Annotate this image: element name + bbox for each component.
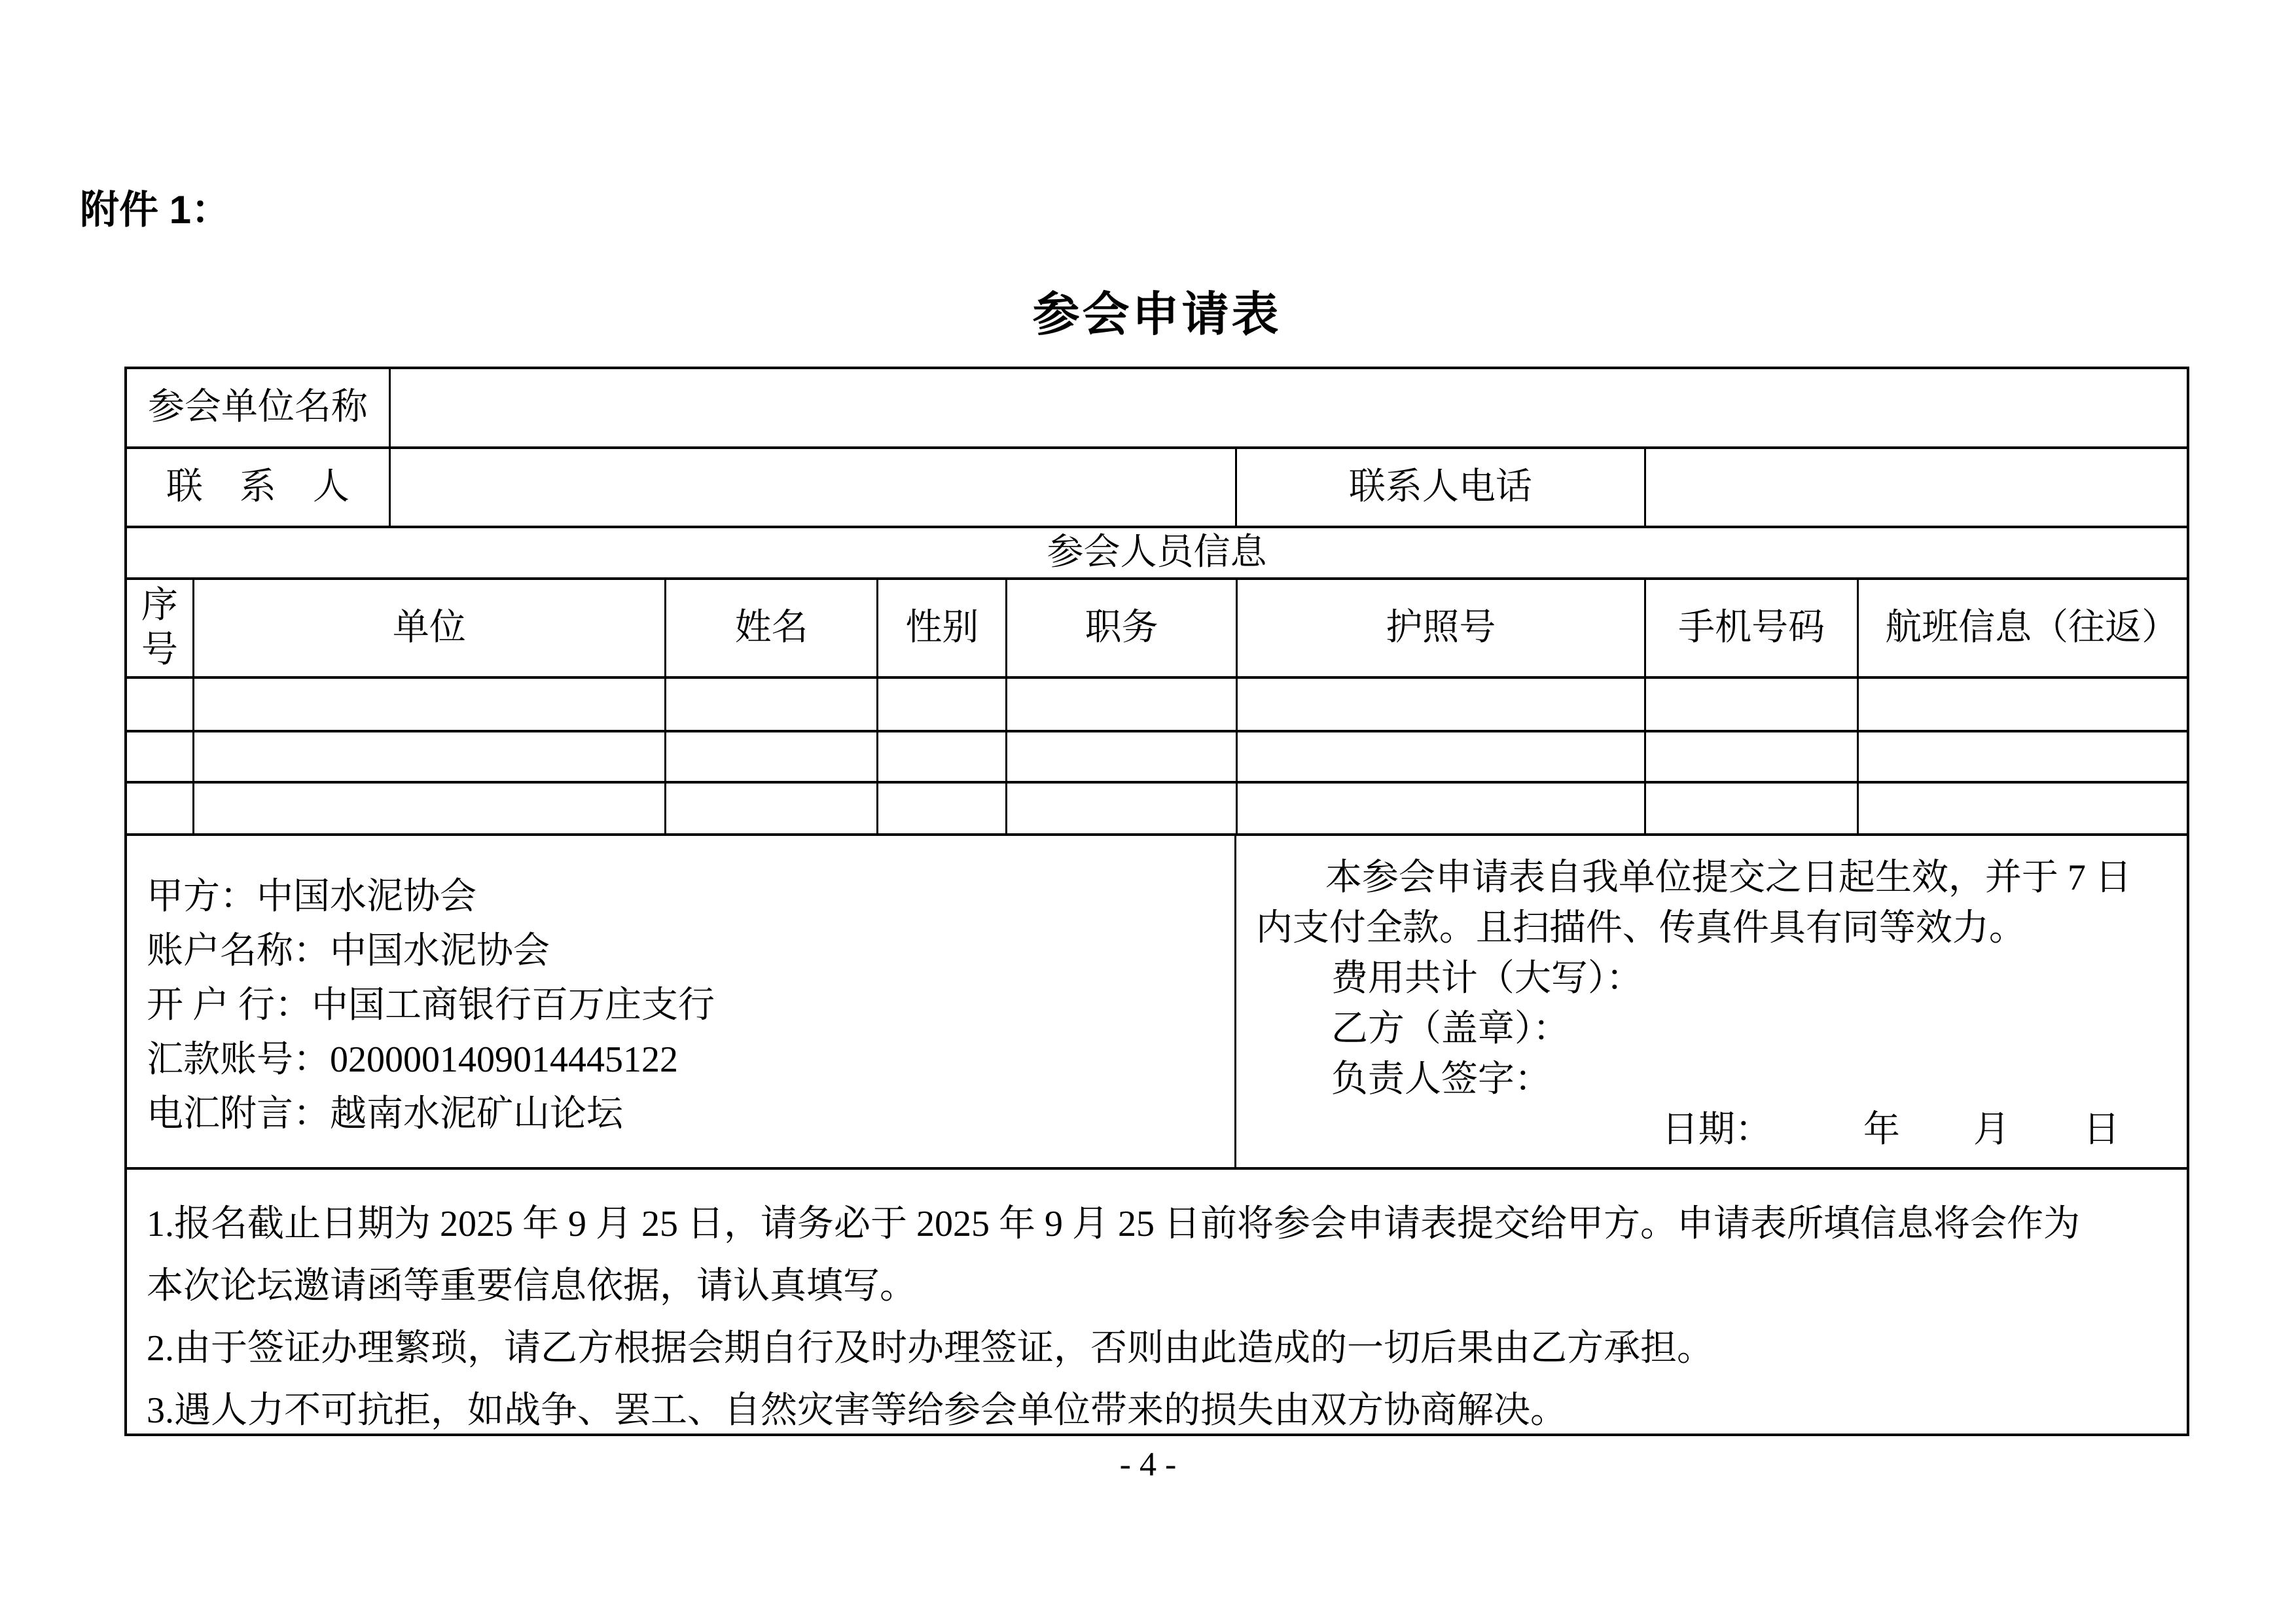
wire-memo: 电汇附言：越南水泥矿山论坛 bbox=[147, 1094, 623, 1134]
participants-section-row bbox=[127, 526, 2187, 577]
total-amount-label: 费用共计（大写）： bbox=[1331, 958, 1643, 999]
note-1-line-2: 本次论坛邀请函等重要信息依据，请认真填写。 bbox=[147, 1266, 916, 1307]
page-title: 参会申请表 bbox=[1032, 289, 1282, 341]
participant-mobile-cell[interactable] bbox=[1644, 679, 1857, 730]
participant-passport-cell[interactable] bbox=[1236, 732, 1644, 781]
participant-name-cell[interactable] bbox=[664, 732, 876, 781]
party-a-bank-info bbox=[127, 836, 1234, 1167]
date-fields: 日期： 年 月 日 bbox=[1661, 1110, 2120, 1150]
participant-passport-cell[interactable] bbox=[1236, 679, 1644, 730]
participant-index-cell[interactable] bbox=[127, 732, 192, 781]
page-number: - 4 - bbox=[1119, 1446, 1177, 1483]
unit-name-row bbox=[127, 369, 2187, 446]
account-name: 账户名称：中国水泥协会 bbox=[147, 931, 550, 971]
application-form-table bbox=[124, 367, 2189, 1436]
account-number: 汇款账号：0200001409014445122 bbox=[147, 1039, 678, 1080]
payment-agreement-row bbox=[127, 833, 2187, 1167]
attachment-label: 附件 1： bbox=[80, 188, 231, 232]
col-header-name: 姓名 bbox=[664, 580, 876, 676]
participant-passport-cell[interactable] bbox=[1236, 784, 1644, 833]
participant-index-cell[interactable] bbox=[127, 784, 192, 833]
col-header-flight: 航班信息（往返） bbox=[1857, 580, 2187, 676]
agreement-section bbox=[1234, 836, 2187, 1167]
party-a-name: 甲方：中国水泥协会 bbox=[147, 876, 476, 917]
participant-unit-cell[interactable] bbox=[192, 679, 664, 730]
agreement-paragraph-line1: 本参会申请表自我单位提交之日起生效，并于 7 日 bbox=[1325, 857, 2132, 898]
unit-name-input-cell[interactable] bbox=[389, 369, 2187, 446]
contact-phone-input-cell[interactable] bbox=[1644, 449, 2187, 526]
participant-gender-cell[interactable] bbox=[876, 679, 1005, 730]
note-1-line-1: 1.报名截止日期为 2025 年 9 月 25 日，请务必于 2025 年 9 月 25 日前将参会申请表提交给甲方。申请表所填信息将会作为 bbox=[147, 1204, 2080, 1244]
participant-position-cell[interactable] bbox=[1005, 784, 1235, 833]
notes-section bbox=[127, 1170, 2187, 1434]
participant-name-cell[interactable] bbox=[664, 679, 876, 730]
participants-section-title: 参会人员信息 bbox=[1047, 532, 1267, 573]
notes-row bbox=[127, 1167, 2187, 1434]
participant-index-cell[interactable] bbox=[127, 679, 192, 730]
note-3: 3.遇人力不可抗拒，如战争、罢工、自然灾害等给参会单位带来的损失由双方协商解决。 bbox=[147, 1390, 1567, 1431]
participant-unit-cell[interactable] bbox=[192, 784, 664, 833]
participant-row bbox=[127, 730, 2187, 781]
note-2: 2.由于签证办理繁琐，请乙方根据会期自行及时办理签证，否则由此造成的一切后果由乙方承担。 bbox=[147, 1328, 1713, 1369]
participant-row bbox=[127, 781, 2187, 833]
participant-unit-cell[interactable] bbox=[192, 732, 664, 781]
party-b-seal-label: 乙方（盖章）： bbox=[1331, 1009, 1570, 1049]
col-header-position: 职务 bbox=[1005, 580, 1235, 676]
contact-label-cell: 联 系 人 bbox=[166, 466, 350, 507]
participant-mobile-cell[interactable] bbox=[1644, 732, 1857, 781]
signer-label: 负责人签字： bbox=[1331, 1059, 1551, 1100]
participant-position-cell[interactable] bbox=[1005, 679, 1235, 730]
participant-flight-cell[interactable] bbox=[1857, 732, 2187, 781]
participant-row bbox=[127, 676, 2187, 730]
contact-phone-label-cell: 联系人电话 bbox=[1235, 449, 1644, 526]
agreement-paragraph-line2: 内支付全款。且扫描件、传真件具有同等效力。 bbox=[1255, 908, 2026, 948]
participant-gender-cell[interactable] bbox=[876, 784, 1005, 833]
col-header-gender: 性别 bbox=[876, 580, 1005, 676]
participant-position-cell[interactable] bbox=[1005, 732, 1235, 781]
contact-row bbox=[127, 446, 2187, 526]
bank-name: 开 户 行：中国工商银行百万庄支行 bbox=[147, 985, 715, 1026]
participant-mobile-cell[interactable] bbox=[1644, 784, 1857, 833]
col-header-index: 序号 bbox=[141, 585, 178, 670]
contact-input-cell[interactable] bbox=[389, 449, 1235, 526]
participant-name-cell[interactable] bbox=[664, 784, 876, 833]
col-header-passport: 护照号 bbox=[1236, 580, 1644, 676]
participants-header-row bbox=[127, 577, 2187, 676]
participant-flight-cell[interactable] bbox=[1857, 784, 2187, 833]
col-header-unit: 单位 bbox=[192, 580, 664, 676]
participant-flight-cell[interactable] bbox=[1857, 679, 2187, 730]
col-header-mobile: 手机号码 bbox=[1644, 580, 1857, 676]
participant-gender-cell[interactable] bbox=[876, 732, 1005, 781]
unit-name-label-cell: 参会单位名称 bbox=[147, 387, 368, 428]
